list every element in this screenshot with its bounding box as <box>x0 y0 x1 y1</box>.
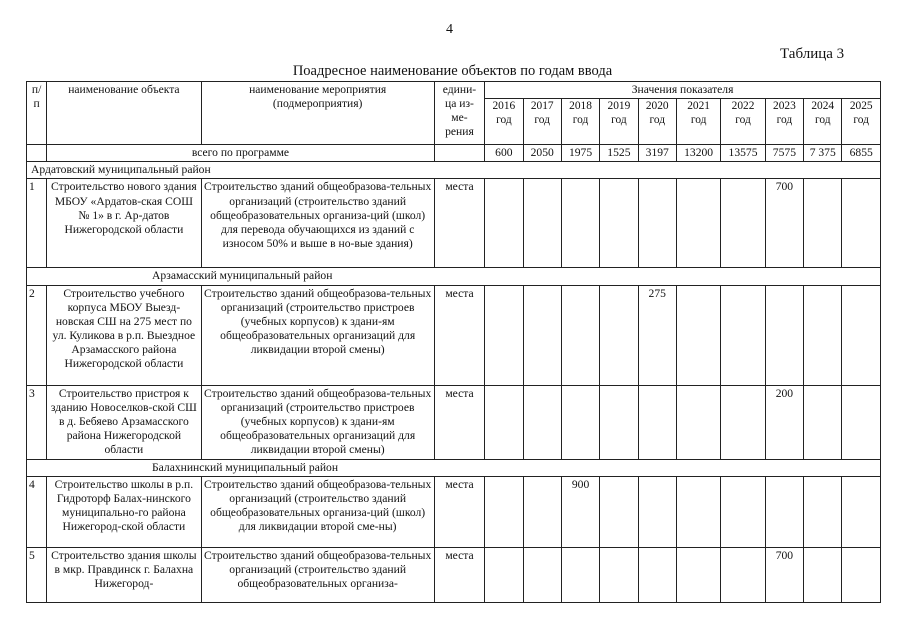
year-value: 275 <box>638 285 676 385</box>
header-year: 2016 год <box>485 99 523 145</box>
year-value <box>842 285 881 385</box>
year-value <box>523 179 561 268</box>
year-value <box>721 476 765 547</box>
total-empty-cell <box>27 145 47 162</box>
row-number: 4 <box>27 476 47 547</box>
year-value <box>638 547 676 602</box>
header-year: 2025 год <box>842 99 881 145</box>
header-year: 2021 год <box>676 99 720 145</box>
year-value <box>765 476 803 547</box>
year-value <box>600 285 638 385</box>
section-row <box>27 162 881 179</box>
row-number: 1 <box>27 179 47 268</box>
table-row <box>27 385 881 459</box>
year-value <box>842 547 881 602</box>
object-name: Строительство здания школы в мкр. Правдинск г. Балахна Нижегород- <box>47 547 201 602</box>
unit: места <box>434 285 484 385</box>
year-value <box>721 385 765 459</box>
table-row <box>27 476 881 547</box>
year-value <box>804 179 842 268</box>
year-value: 700 <box>765 179 803 268</box>
page-number: 4 <box>446 22 453 37</box>
header-unit: едини- ца из- ме- рения <box>434 82 484 145</box>
year-value <box>676 385 720 459</box>
total-value: 600 <box>485 145 523 162</box>
year-value <box>523 547 561 602</box>
unit: места <box>434 179 484 268</box>
year-value: 200 <box>765 385 803 459</box>
row-number: 3 <box>27 385 47 459</box>
row-number: 5 <box>27 547 47 602</box>
year-value <box>721 547 765 602</box>
year-value <box>676 547 720 602</box>
event-name: Строительство зданий общеобразова-тельных организаций (строительство зданий общеобразовательных организа- <box>201 547 434 602</box>
event-name: Строительство зданий общеобразова-тельных организаций (строительство зданий общеобразовательных организа-ций (школ) для перевода обучающихся из зданий с износом 50% и выше в но-вые здания) <box>201 179 434 268</box>
section-title: Балахнинский муниципальный район <box>27 459 881 476</box>
unit: места <box>434 547 484 602</box>
year-value <box>561 179 599 268</box>
total-value: 13200 <box>676 145 720 162</box>
section-title: Арзамасский муниципальный район <box>27 268 881 285</box>
year-value <box>485 179 523 268</box>
total-value: 7 375 <box>804 145 842 162</box>
year-value: 900 <box>561 476 599 547</box>
year-value <box>638 476 676 547</box>
object-name: Строительство нового здания МБОУ «Ардатов-ская СОШ № 1» в г. Ар-датов Нижегородской области <box>47 179 201 268</box>
year-value <box>600 476 638 547</box>
header-num: п/ п <box>27 82 47 145</box>
year-value <box>523 285 561 385</box>
total-value: 1525 <box>600 145 638 162</box>
table-row <box>27 285 881 385</box>
year-value <box>485 547 523 602</box>
year-value <box>638 385 676 459</box>
table-row <box>27 179 881 268</box>
header-year: 2023 год <box>765 99 803 145</box>
total-value: 7575 <box>765 145 803 162</box>
row-number: 2 <box>27 285 47 385</box>
header-year: 2017 год <box>523 99 561 145</box>
year-value <box>561 285 599 385</box>
total-label: всего по программе <box>47 145 435 162</box>
year-value <box>804 285 842 385</box>
year-value <box>523 385 561 459</box>
year-value <box>485 285 523 385</box>
table-title: Поадресное наименование объектов по годам ввода <box>292 63 613 79</box>
section-row <box>27 459 881 476</box>
header-object: наименование объекта <box>47 82 201 145</box>
year-value <box>561 547 599 602</box>
year-value <box>842 476 881 547</box>
year-value <box>523 476 561 547</box>
year-value <box>600 385 638 459</box>
unit: места <box>434 476 484 547</box>
total-value: 3197 <box>638 145 676 162</box>
header-values-group: Значения показателя <box>485 82 881 99</box>
year-value <box>804 547 842 602</box>
section-row <box>27 268 881 285</box>
total-value: 13575 <box>721 145 765 162</box>
objects-table <box>26 81 881 603</box>
year-value <box>676 285 720 385</box>
total-value: 2050 <box>523 145 561 162</box>
year-value <box>561 385 599 459</box>
total-value: 6855 <box>842 145 881 162</box>
header-year: 2018 год <box>561 99 599 145</box>
total-row <box>27 145 881 162</box>
event-name: Строительство зданий общеобразова-тельных организаций (строительство зданий общеобразовательных организа-ций (школ) для ликвидации второй сме-ны) <box>201 476 434 547</box>
year-value <box>676 476 720 547</box>
section-title: Ардатовский муниципальный район <box>27 162 881 179</box>
total-value: 1975 <box>561 145 599 162</box>
unit: места <box>434 385 484 459</box>
year-value <box>842 179 881 268</box>
year-value: 700 <box>765 547 803 602</box>
year-value <box>842 385 881 459</box>
header-event: наименование мероприятия (подмероприятия) <box>201 82 434 145</box>
year-value <box>600 179 638 268</box>
header-year: 2020 год <box>638 99 676 145</box>
event-name: Строительство зданий общеобразова-тельных организаций (строительство пристроев (учебных корпусов) к здани-ям общеобразовательных организаций для ликвидации второй смены) <box>201 285 434 385</box>
year-value <box>721 179 765 268</box>
year-value <box>804 476 842 547</box>
object-name: Строительство учебного корпуса МБОУ Выезд-новская СШ на 275 мест по ул. Куликова в р.п. Выездное Арзамасского района Нижегородской области <box>47 285 201 385</box>
object-name: Строительство школы в р.п. Гидроторф Балах-нинского муниципально-го района Нижегород-ской области <box>47 476 201 547</box>
year-value <box>600 547 638 602</box>
year-value <box>485 476 523 547</box>
year-value <box>638 179 676 268</box>
event-name: Строительство зданий общеобразова-тельных организаций (строительство пристроев (учебных корпусов) к здани-ям общеобразовательных организаций для ликвидации второй смены) <box>201 385 434 459</box>
year-value <box>765 285 803 385</box>
table-label: Таблица 3 <box>780 46 845 62</box>
total-unit-cell <box>434 145 484 162</box>
header-year: 2024 год <box>804 99 842 145</box>
year-value <box>804 385 842 459</box>
year-value <box>485 385 523 459</box>
table-row <box>27 547 881 602</box>
year-value <box>721 285 765 385</box>
year-value <box>676 179 720 268</box>
table-body <box>27 145 881 603</box>
header-year: 2022 год <box>721 99 765 145</box>
object-name: Строительство пристроя к зданию Новоселков-ской СШ в д. Бебяево Арзамасского района Нижегородской области <box>47 385 201 459</box>
header-year: 2019 год <box>600 99 638 145</box>
